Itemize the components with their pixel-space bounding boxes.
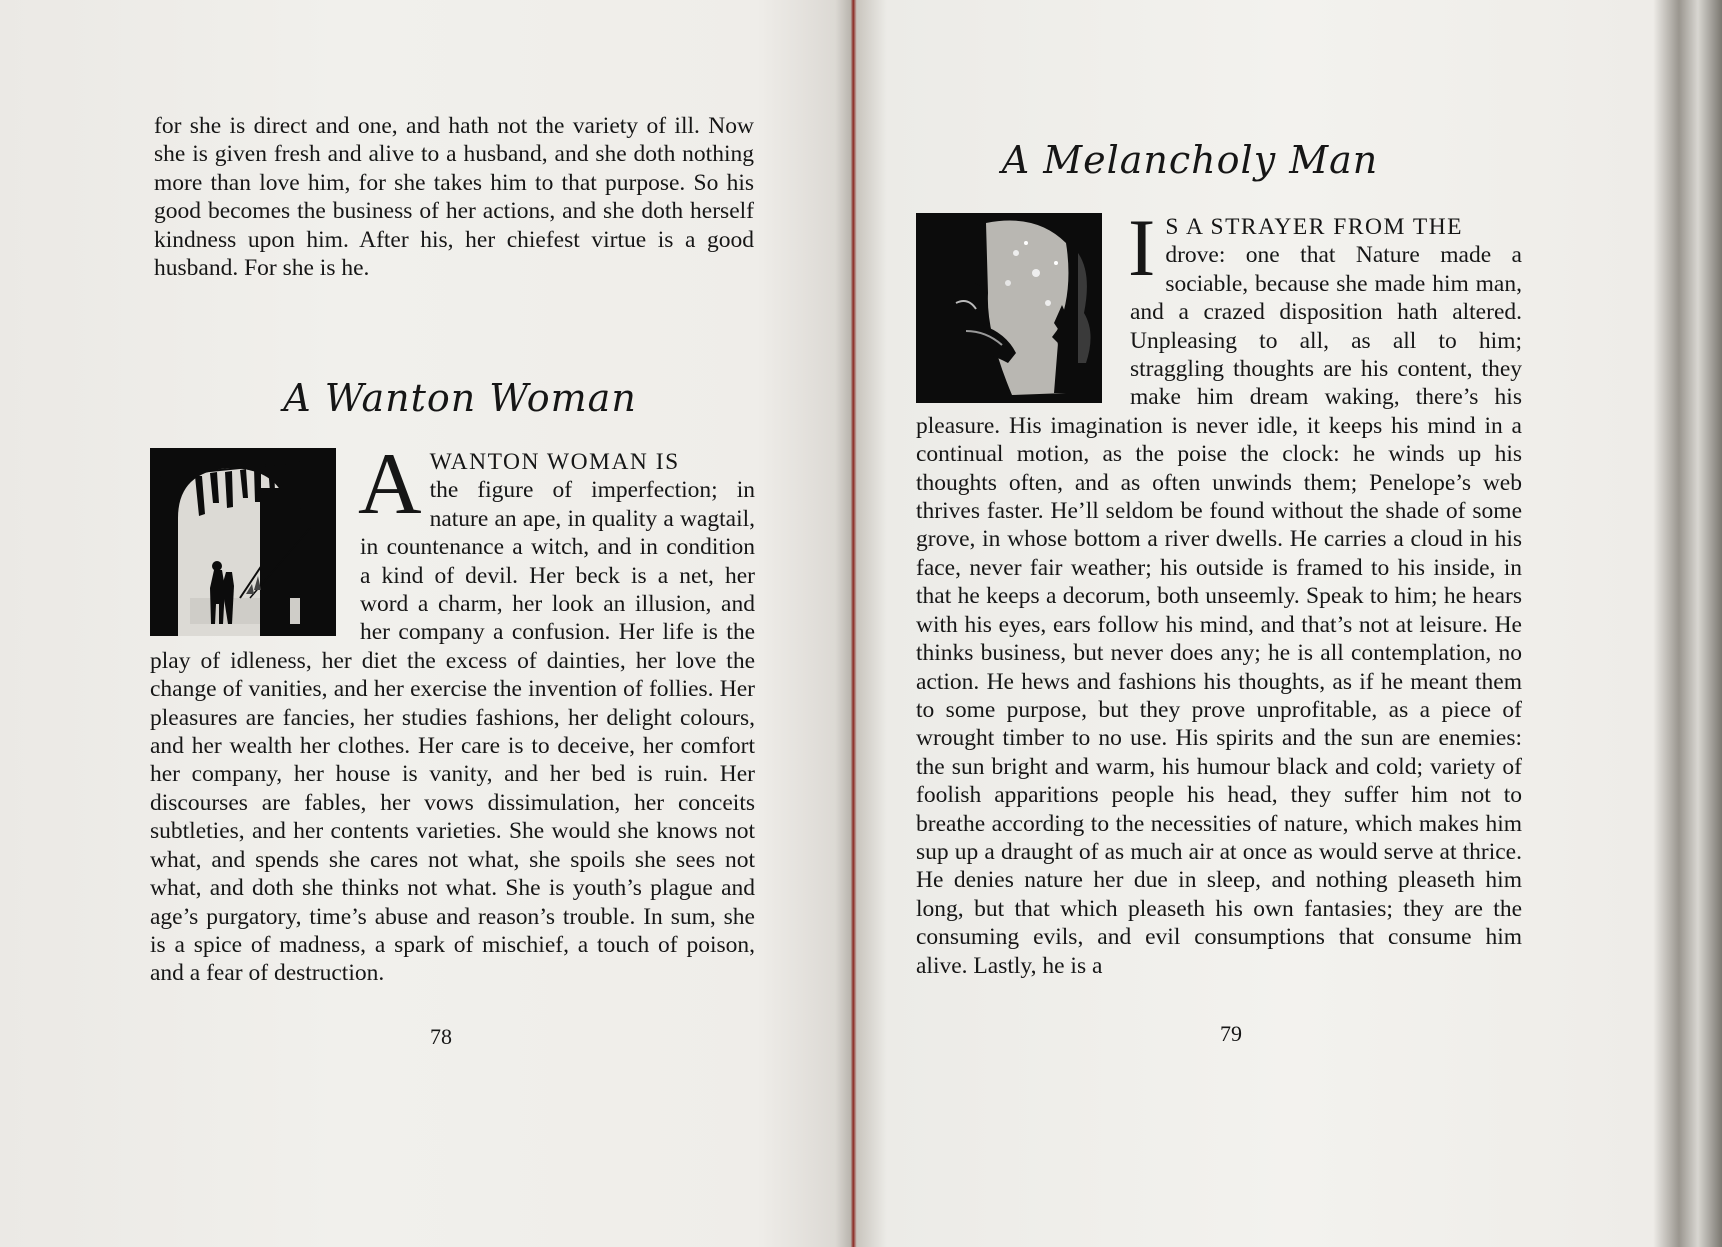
drop-cap: A (358, 436, 422, 533)
right-page (910, 0, 1530, 1247)
page-number: 78 (430, 1024, 452, 1049)
chapter-body-text: the figure of imperfection; in nature an ape, in quality a wagtail, in countenance a witch, and in condition a kind of devil. Her beck is a net, her word a charm, her look an illusion, and her company a confusion. Her life is the play of idleness, her diet the excess of dainties, her love the change of vanities, and her exercise the invention of follies. Her pleasures are fancies, her studies fashions, her delight colours, and her wealth her clothes. Her care is to deceive, her comfort her company, her house is vanity, and her bed is ruin. Her discourses are fables, her vows dissimulation, her conceits subtleties, and her contents varieties. She would she knows not what, and spends she cares not what, she spoils she sees not what, and doth she thinks not what. She is youth’s plague and age’s purgatory, time’s abuse and reason’s trouble. In sum, she is a spice of madness, a spark of mischief, a touch of poison, and a fear of destruction. (150, 477, 755, 987)
woodcut-illustration-archway (150, 448, 336, 636)
chapter-melancholy-man (916, 202, 1522, 980)
opening-small-caps: S A STRAYER FROM THE (1165, 214, 1464, 240)
left-page (140, 0, 760, 1247)
chapter-wanton-woman (150, 436, 755, 988)
woodcut-illustration-seated-man (916, 213, 1102, 403)
page-number: 79 (1220, 1021, 1242, 1046)
chapter-title-melancholy-man: A Melancholy Man (1001, 138, 1379, 182)
chapter-body-text: drove: one that Nature made a sociable, because she made him man, and a crazed disposition hath altered. Unpleasing to all, as all to him; straggling thoughts are his content, they make him dream waking, there’s his pleasure. His imagination is never idle, it keeps his mind in a continual motion, as the poise the clock: he winds up his thoughts often, and as often unwinds them; Penelope’s web thrives faster. He’ll seldom be found without the shade of some grove, in whose bottom a river dwells. He carries a cloud in his face, never fair weather; his outside is framed to his inside, in that he keeps a decorum, both unseemly. Speak to him; he hears with his eyes, ears follow his mind, and that’s not at leisure. He thinks business, but never does any; he is all contemplation, no action. He hews and fashions his thoughts, as if he meant them to some purpose, but they prove unprofitable, as a piece of wrought timber to no use. His spirits and the sun are enemies: the sun bright and warm, his humour black and cold; variety of foolish apparitions people his head, they suffer him not to breathe according to the necessities of nature, which makes him sup up a draught of as much air at once as would serve at thrice. He denies nature her due in sleep, and nothing pleaseth him long, but that which pleaseth his own fantasies; they are the consuming evils, and evil consumptions that consume him alive. Lastly, he is a (916, 242, 1522, 979)
chapter-title-wanton-woman: A Wanton Woman (283, 376, 637, 420)
drop-cap: I (1128, 202, 1156, 293)
opening-small-caps: WANTON WOMAN IS (429, 449, 680, 475)
continuation-paragraph: for she is direct and one, and hath not the variety of ill. Now she is given fresh and alive to a husband, and she doth nothing more than love him, for she takes him to that purpose. So his good becomes the business of her actions, and she doth herself kindness upon him. After his, her chiefest virtue is a good husband. For she is he. (154, 113, 754, 282)
